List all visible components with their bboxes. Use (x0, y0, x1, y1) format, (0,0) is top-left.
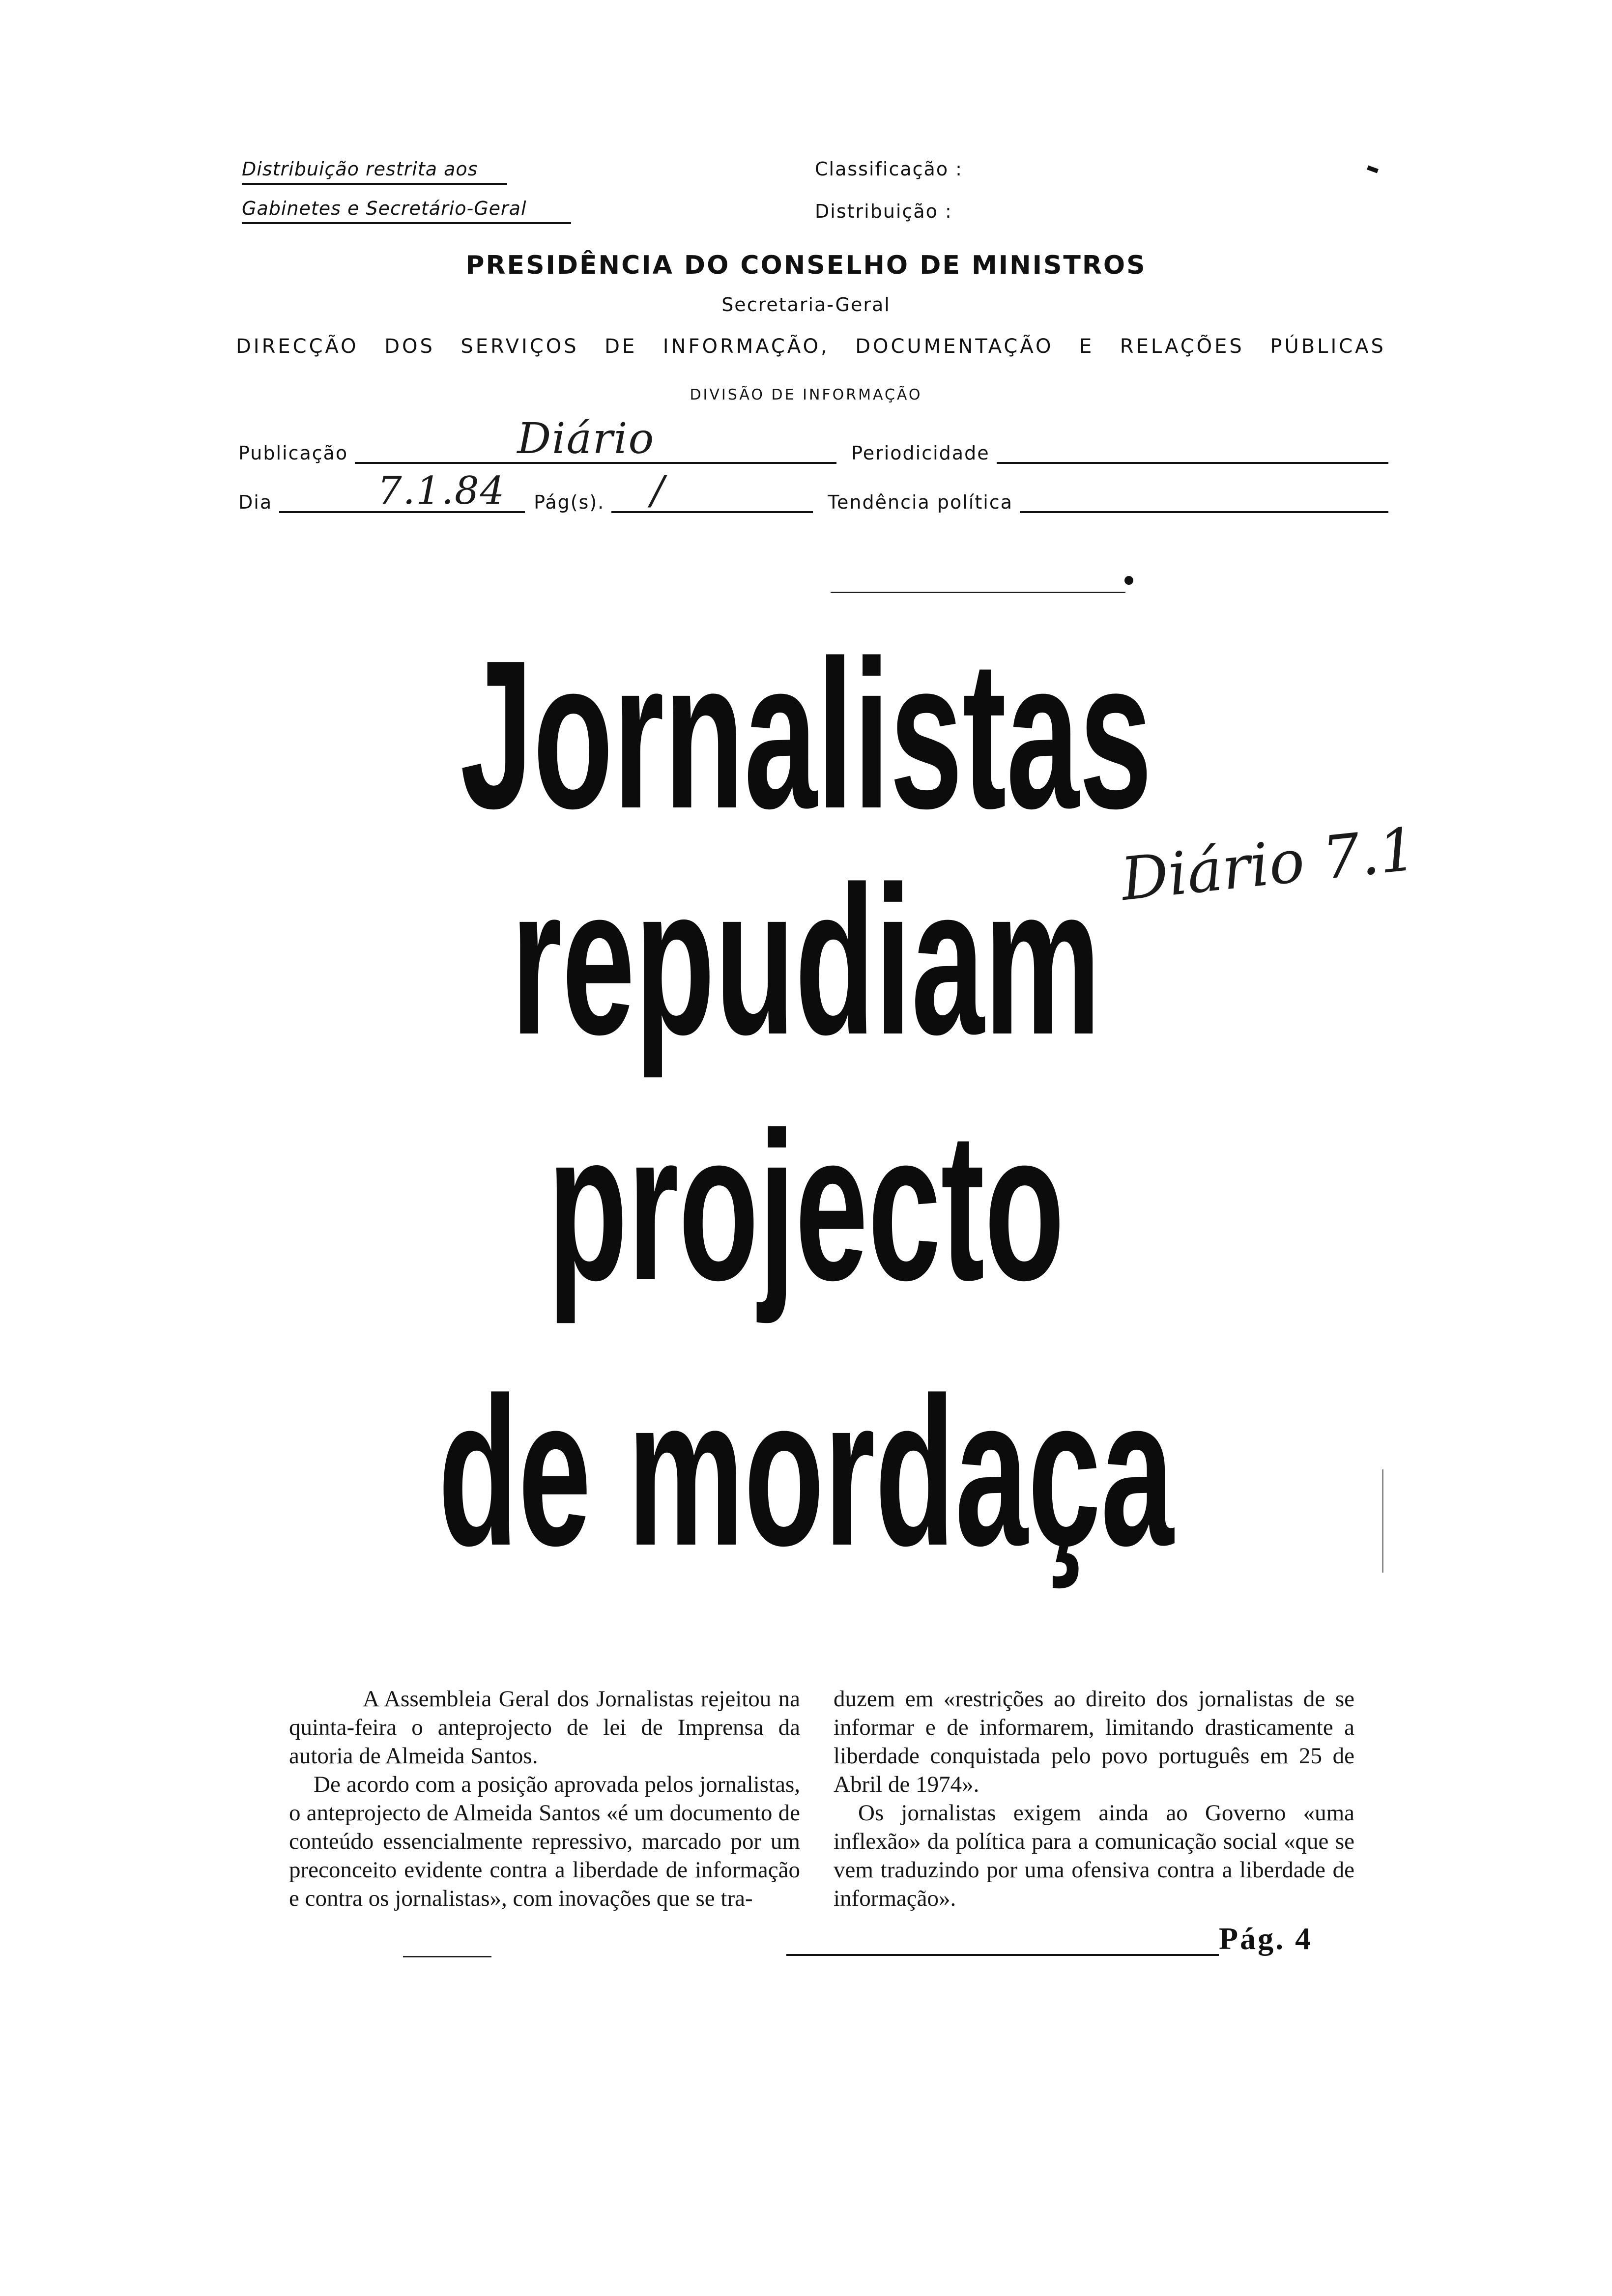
headline-line-2: repudiam (511, 843, 1101, 1079)
dia-row (238, 467, 1388, 513)
distribution-line-1: Distribuição restrita aos (242, 158, 507, 185)
fold-line (1382, 1469, 1383, 1573)
dia-value: 7.1.84 (377, 469, 506, 513)
direccao-word: E (1079, 335, 1094, 358)
classificacao-label: Classificação : (815, 158, 963, 180)
headline-line-3: projecto (547, 1089, 1065, 1324)
direccao-word: RELAÇÕES (1120, 335, 1244, 358)
pags-field (611, 467, 813, 513)
paragraph: Os jornalistas exigem ainda ao Governo «uma inflexão» da política para a comunicação social «que se vem traduzindo por uma ofensiva contra a liberdade de informação». (834, 1800, 1354, 1911)
divisao-label: DIVISÃO DE INFORMAÇÃO (690, 386, 922, 403)
periodicidade-field (997, 462, 1388, 464)
clipping-top-rule (831, 592, 1125, 593)
secretaria-subtitle: Secretaria-Geral (721, 294, 891, 316)
article-column-1 (289, 1685, 800, 1913)
publicacao-row (238, 414, 1388, 464)
distribuicao-label: Distribuição : (815, 201, 952, 222)
pags-value: / (651, 467, 665, 513)
dia-field (279, 469, 525, 513)
headline-line-4: de mordaça (438, 1354, 1174, 1590)
publicacao-label: Publicação (238, 442, 348, 464)
dia-label: Dia (238, 491, 273, 513)
paragraph: duzem em «restrições ao direito dos jornalistas de se informar e de informarem, limitando drasticamente a liberdade conquistada pelo povo português em 25 de Abril de 1974». (834, 1686, 1354, 1797)
article-column-2 (834, 1685, 1354, 1913)
pags-label: Pág(s). (534, 491, 605, 513)
page-reference: Pág. 4 (1219, 1921, 1313, 1956)
distribution-line-2: Gabinetes e Secretário-Geral (242, 198, 571, 224)
publicacao-field (355, 414, 836, 464)
tendencia-field (1020, 511, 1388, 513)
direccao-word: DOS (384, 335, 435, 358)
clipping-bottom-rule-left (403, 1956, 491, 1957)
direccao-word: PÚBLICAS (1270, 335, 1386, 358)
corner-mark (1367, 166, 1379, 173)
handwritten-note: Diário 7.1 (1118, 815, 1420, 915)
direccao-word: DOCUMENTAÇÃO (855, 335, 1054, 358)
paragraph: A Assembleia Geral dos Jornalistas rejeitou na quinta-feira o anteprojecto de lei de Imprensa da autoria de Almeida Santos. (289, 1686, 800, 1769)
direccao-word: DE (604, 335, 637, 358)
direccao-line (236, 335, 1386, 358)
publicacao-value: Diário (517, 414, 655, 463)
clipping-dot (1124, 576, 1133, 585)
direccao-word: INFORMAÇÃO, (662, 335, 830, 358)
tendencia-label: Tendência política (828, 491, 1013, 513)
presidencia-title: PRESIDÊNCIA DO CONSELHO DE MINISTROS (465, 251, 1147, 280)
clipping-bottom-rule (786, 1954, 1219, 1956)
direccao-word: DIRECÇÃO (236, 335, 359, 358)
paragraph: De acordo com a posição aprovada pelos jornalistas, o anteprojecto de Almeida Santos «é um documento de conteúdo essencialmente repressivo, marcado por um preconceito evidente contra a liberdade de informação e contra os jornalistas», com inovações que se tra- (289, 1772, 800, 1911)
headline-line-1: Jornalistas (460, 617, 1152, 853)
direccao-word: SERVIÇOS (461, 335, 579, 358)
periodicidade-label: Periodicidade (851, 442, 990, 464)
